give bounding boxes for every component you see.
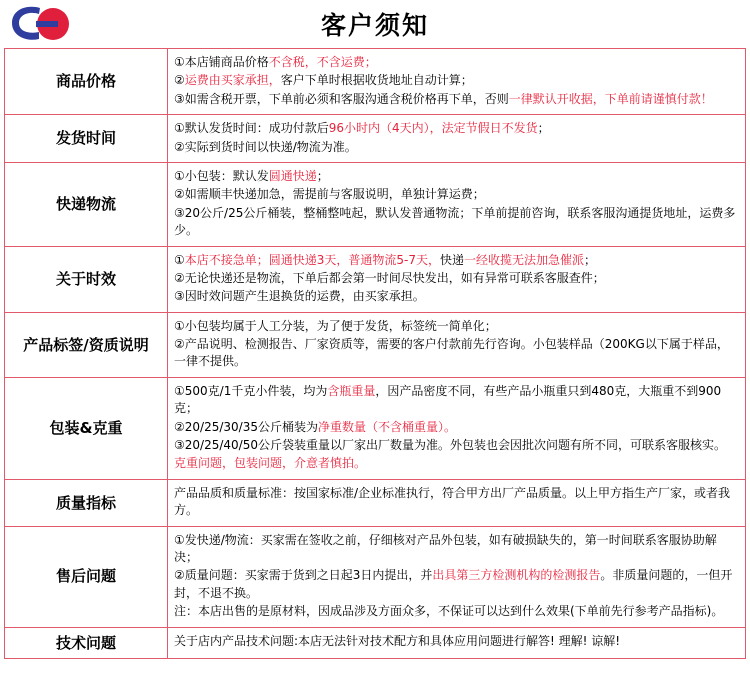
row-content — [168, 162, 746, 246]
body-text: ② — [174, 73, 185, 88]
table-row — [5, 49, 746, 115]
body-text: ③20/25/40/50公斤袋装重量以厂家出厂数量为准。外包装也会因批次问题有所不同，可联系客服核实。 — [174, 438, 726, 453]
highlight-text: 净重数量（不含桶重量）。 — [317, 419, 456, 434]
highlight-text: 克重问题，包装问题，介意者慎拍。 — [174, 456, 367, 471]
content-line — [174, 318, 739, 335]
highlight-text: 一律默认开收据，下单前请谨慎付款！ — [508, 91, 713, 106]
row-content — [168, 377, 746, 479]
table-row — [5, 246, 746, 312]
page-title: 客户须知 — [320, 11, 429, 40]
highlight-text: 圆通快递 — [268, 168, 317, 183]
content-line — [174, 252, 739, 269]
highlight-text: 不含税，不含运费； — [268, 55, 377, 69]
content-line — [174, 485, 739, 520]
body-text: ③如需含税开票，下单前必须和客服沟通含税价格再下单，否则 — [174, 91, 509, 106]
table-row — [5, 479, 746, 526]
body-text: ①小包装：默认发 — [174, 168, 269, 183]
content-line — [174, 455, 739, 472]
body-text: ②实际到货时间以快递/物流为准。 — [174, 139, 357, 154]
body-text: ①本店铺商品价格 — [174, 55, 269, 69]
content-line — [174, 168, 739, 185]
body-text: ③20公斤/25公斤桶装，整桶整吨起，默认发普通物流；下单前提前咨询，联系客服沟通提货地址，运费多少。 — [174, 205, 736, 238]
row-label: 产品标签/资质说明 — [5, 312, 168, 377]
content-line — [174, 437, 739, 454]
body-text: ②无论快递还是物流，下单后都会第一时间尽快发出，如有异常可联系客服查件； — [174, 270, 605, 285]
content-line — [174, 532, 739, 567]
row-label: 关于时效 — [5, 246, 168, 312]
highlight-text: 一经收揽无法加急催派 — [464, 252, 585, 267]
row-content — [168, 312, 746, 377]
row-label: 商品价格 — [5, 49, 168, 115]
table-row — [5, 526, 746, 627]
content-line — [174, 288, 739, 305]
row-label: 包装&克重 — [5, 377, 168, 479]
content-line — [174, 120, 739, 137]
row-label: 技术问题 — [5, 627, 168, 658]
row-content — [168, 526, 746, 627]
content-line — [174, 91, 739, 108]
content-line — [174, 336, 739, 371]
content-line — [174, 633, 739, 650]
content-line — [174, 419, 739, 436]
notice-table — [4, 48, 746, 659]
table-row — [5, 312, 746, 377]
body-text: ； — [584, 252, 597, 267]
body-text: ②产品说明、检测报告、厂家资质等，需要的客户付款前先行咨询。小包装样品（200KG以下属于样品，一律不提供。 — [174, 337, 729, 369]
content-line — [174, 603, 739, 620]
body-text: ①小包装均属于人工分装，为了便于发货，标签统一简单化； — [174, 318, 497, 333]
row-label: 售后问题 — [5, 526, 168, 627]
row-label: 发货时间 — [5, 115, 168, 163]
table-row — [5, 115, 746, 163]
body-text: 关于店内产品技术问题:本店无法针对技术配方和具体应用问题进行解答! 理解! 谅解! — [174, 634, 621, 649]
highlight-text: 出具第三方检测机构的检测报告 — [432, 568, 601, 583]
content-line — [174, 567, 739, 602]
body-text: ①500克/1千克小件装，均为 — [174, 383, 328, 398]
body-text: ，因产品密度不同，有些产品小瓶重只到480克，大瓶重不到900克； — [174, 383, 722, 416]
body-text: 产品品质和质量标准：按国家标准/企业标准执行，符合甲方出厂产品质量。以上甲方指生产厂家，或者我方。 — [174, 485, 731, 518]
highlight-text: 本店不接急单；圆通快递3天，普通物流5-7天， — [184, 252, 441, 267]
body-text: 快递 — [440, 252, 465, 267]
body-text: ； — [316, 168, 329, 183]
highlight-text: 96小时内（4天内），法定节假日不发货 — [328, 121, 538, 136]
page-header — [0, 0, 750, 48]
content-line — [174, 205, 739, 240]
table-row — [5, 627, 746, 658]
body-text: ②如需顺丰快递加急，需提前与客服说明，单独计算运费； — [174, 187, 485, 202]
content-line — [174, 383, 739, 418]
content-line — [174, 139, 739, 156]
notice-table-body — [5, 49, 746, 659]
body-text: ②20/25/30/35公斤桶装为 — [174, 419, 318, 434]
highlight-text: 运费由买家承担， — [184, 73, 281, 88]
row-label: 质量指标 — [5, 479, 168, 526]
content-line — [174, 270, 739, 287]
table-row — [5, 162, 746, 246]
table-row — [5, 377, 746, 479]
highlight-text: 含瓶重量 — [327, 383, 376, 398]
row-content — [168, 115, 746, 163]
content-line — [174, 54, 739, 71]
body-text: ②质量问题：买家需于货到之日起3日内提出，并 — [174, 568, 433, 583]
row-label: 快递物流 — [5, 162, 168, 246]
body-text: ①默认发货时间：成功付款后 — [174, 121, 329, 136]
body-text: 客户下单时根据收货地址自动计算； — [280, 73, 473, 88]
body-text: ① — [174, 252, 185, 267]
row-content — [168, 49, 746, 115]
body-text: ； — [537, 121, 550, 136]
content-line — [174, 186, 739, 203]
body-text: 。非质量问题的，一但开封，不退不换。 — [174, 568, 733, 600]
body-text: ①发快递/物流：买家需在签收之前，仔细核对产品外包装，如有破损缺失的，第一时间联系客服协助解决； — [174, 532, 717, 564]
row-content — [168, 479, 746, 526]
body-text: 注：本店出售的是原材料，因成品涉及方面众多，不保证可以达到什么效果(下单前先行参考产品指标)。 — [174, 604, 724, 619]
content-line — [174, 72, 739, 89]
body-text: ③因时效问题产生退换货的运费，由买家承担。 — [174, 289, 425, 304]
row-content — [168, 627, 746, 658]
brand-logo-icon — [6, 2, 78, 46]
row-content — [168, 246, 746, 312]
